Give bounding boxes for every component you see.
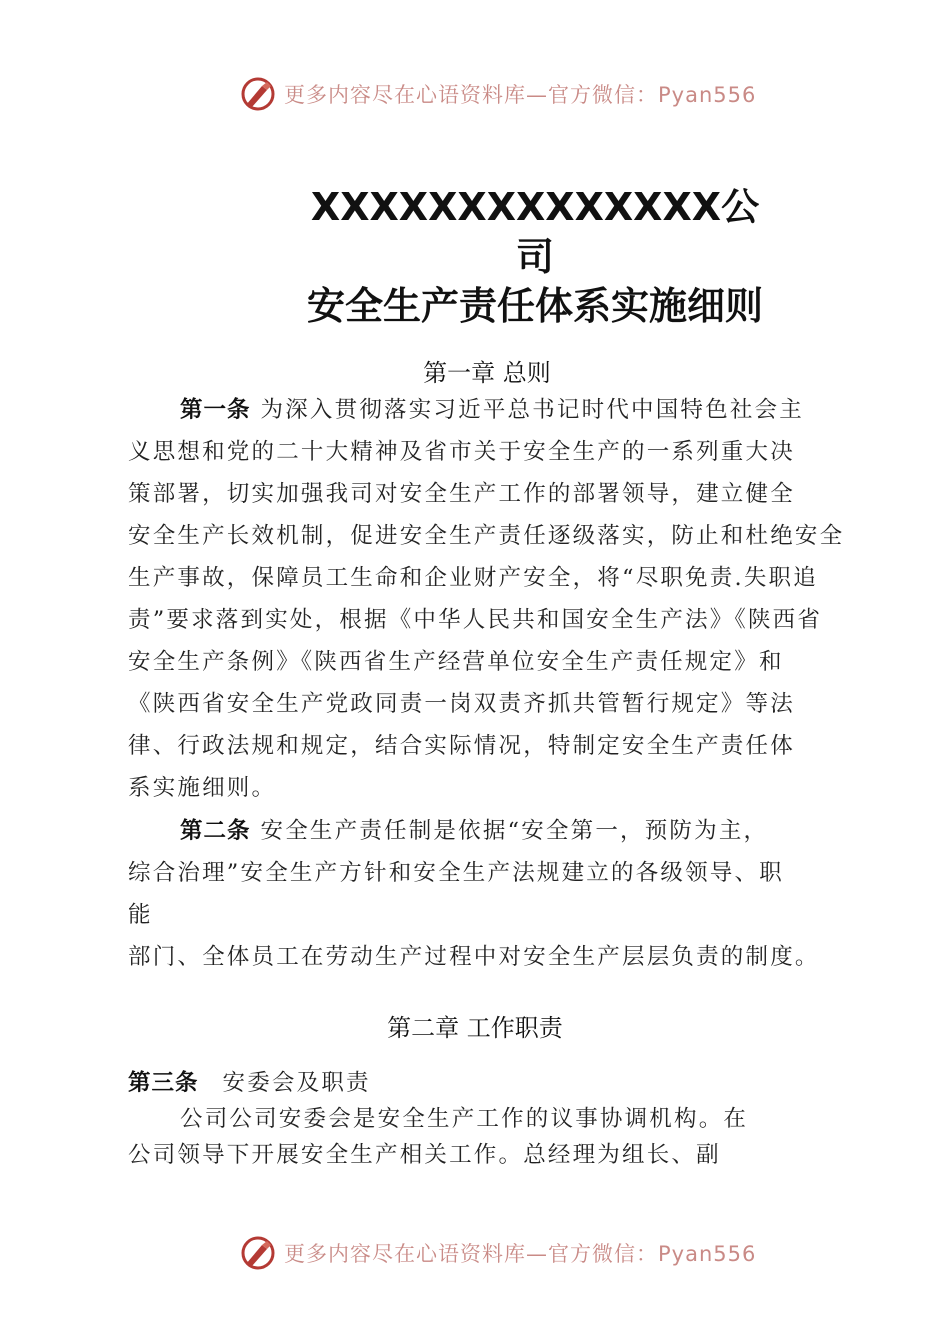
article-3-line: 公司领导下开展安全生产相关工作。总经理为组长、副 xyxy=(128,1142,721,1168)
article-1-line: 生产事故，保障员工生命和企业财产安全，将“尽职免责.失职追 xyxy=(128,565,818,591)
doc-title-line-1: XXXXXXXXXXXXXX公 xyxy=(310,185,760,229)
article-3-heading-line xyxy=(128,1065,838,1101)
article-3-label: 第三条 xyxy=(128,1070,199,1096)
article-2-label: 第二条 xyxy=(180,818,251,844)
article-3 xyxy=(128,1065,838,1173)
pen-logo-icon xyxy=(240,1235,276,1271)
watermark-header xyxy=(240,74,756,114)
chapter-2-heading: 第二章 工作职责 xyxy=(387,1014,563,1042)
article-1 xyxy=(128,389,845,809)
article-2-line: 综合治理”安全生产方针和安全生产法规建立的各级领导、职 xyxy=(128,860,784,886)
article-1-line: 安全生产条例》《陕西省生产经营单位安全生产责任规定》和 xyxy=(128,649,784,675)
article-2 xyxy=(128,810,838,978)
article-1-line: 律、行政法规和规定，结合实际情况，特制定安全生产责任体 xyxy=(128,733,795,759)
doc-title-line-2: 司 xyxy=(515,235,554,279)
article-1-line: 《陕西省安全生产党政同责一岗双责齐抓共管暂行规定》等法 xyxy=(128,691,795,717)
watermark-text: 更多内容尽在心语资料库—官方微信：Pyan556 xyxy=(284,83,757,107)
article-3-heading: 安委会及职责 xyxy=(222,1070,371,1096)
article-1-line: 系实施细则。 xyxy=(128,775,277,801)
article-2-line: 部门、全体员工在劳动生产过程中对安全生产层层负责的制度。 xyxy=(128,944,820,970)
watermark-text: 更多内容尽在心语资料库—官方微信：Pyan556 xyxy=(284,1242,757,1266)
article-1-line: 第一条 为深入贯彻落实习近平总书记时代中国特色社会主 xyxy=(180,397,804,423)
article-2-line: 第二条 安全生产责任制是依据“安全第一，预防为主， xyxy=(180,818,769,844)
doc-title-line-3: 安全生产责任体系实施细则 xyxy=(306,284,763,328)
pen-logo-icon xyxy=(240,76,276,112)
article-1-line: 义思想和党的二十大精神及省市关于安全生产的一系列重大决 xyxy=(128,439,795,465)
article-1-line: 安全生产长效机制，促进安全生产责任逐级落实，防止和杜绝安全 xyxy=(128,523,845,549)
article-3-line: 公司公司安委会是安全生产工作的议事协调机构。在 xyxy=(180,1106,749,1132)
article-2-line: 能 xyxy=(128,902,153,928)
watermark-footer xyxy=(240,1233,756,1273)
article-1-label: 第一条 xyxy=(180,397,251,423)
chapter-1-heading: 第一章 总则 xyxy=(423,359,551,387)
article-1-line: 责”要求落到实处，根据《中华人民共和国安全生产法》《陕西省 xyxy=(128,607,823,633)
article-1-line: 策部署，切实加强我司对安全生产工作的部署领导，建立健全 xyxy=(128,481,795,507)
